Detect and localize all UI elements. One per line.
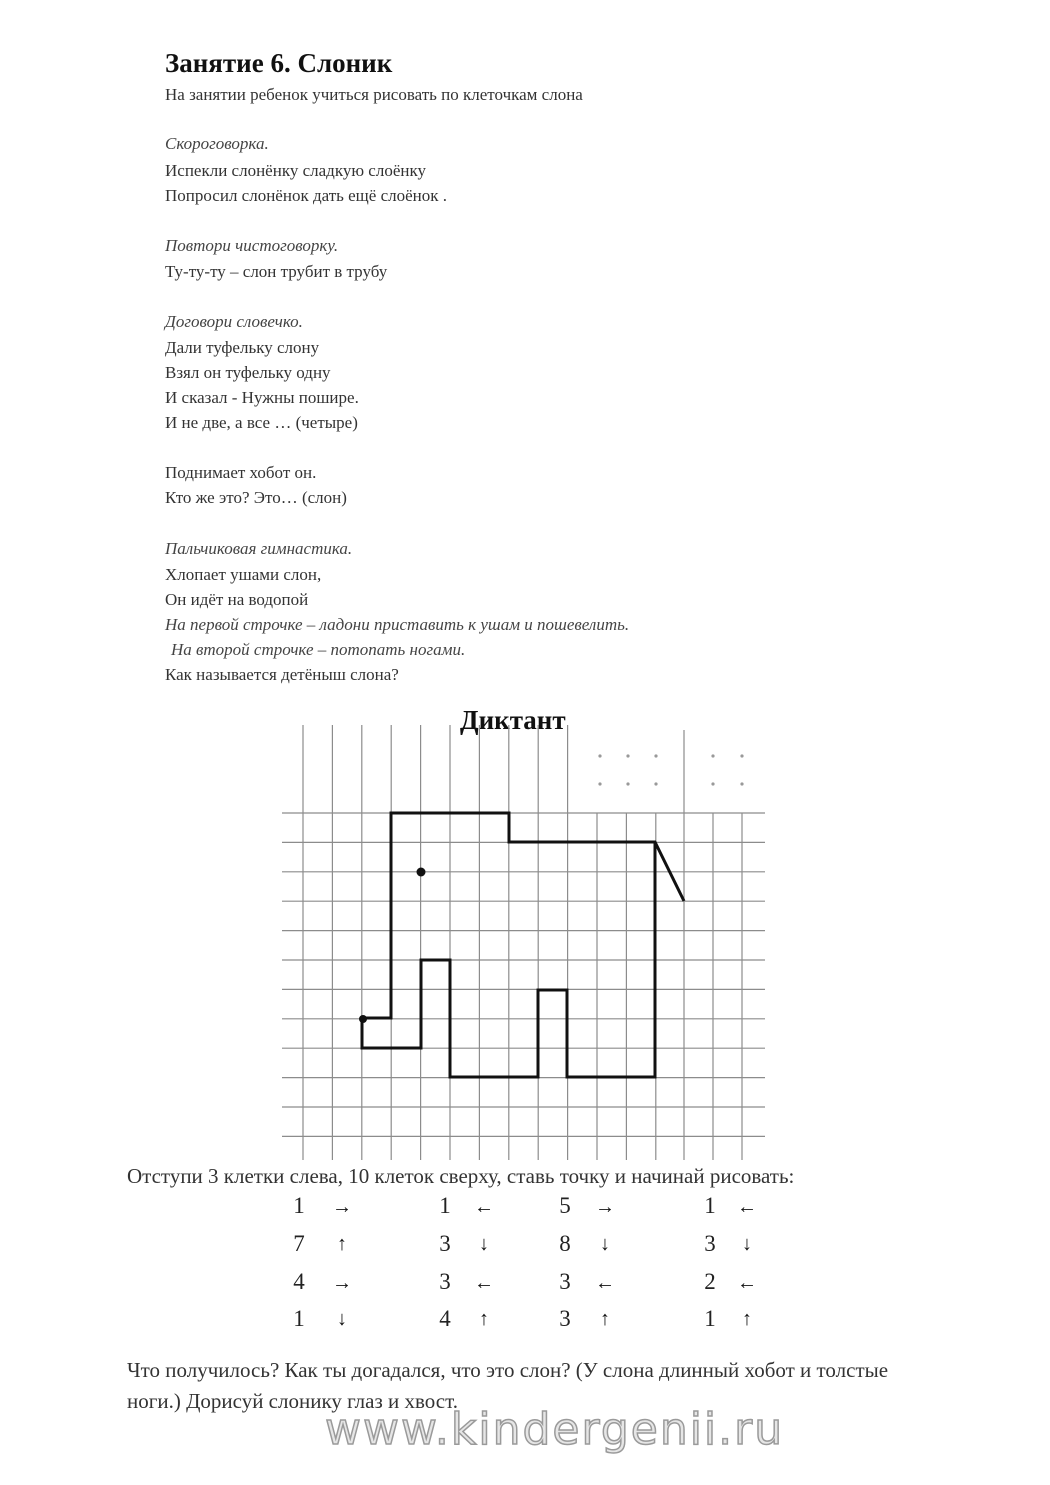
arrow-down-icon: ↓ (742, 1233, 752, 1255)
grid-dot (740, 782, 743, 785)
step-count: 4 (293, 1269, 305, 1294)
grid-dot (740, 754, 743, 757)
grid-dot (654, 754, 657, 757)
step-count: 3 (439, 1269, 451, 1294)
step-count: 3 (559, 1306, 571, 1331)
arrow-left-icon: ← (474, 1196, 494, 1218)
finger-gym-line: Хлопает ушами слон, (165, 565, 322, 584)
grid-dot (598, 782, 601, 785)
step-count: 1 (293, 1193, 305, 1218)
finger-gym-question: Как называется детёныш слона? (165, 665, 399, 684)
lesson-description: На занятии ребенок учиться рисовать по клеточкам слона (165, 85, 583, 104)
grid-dot (626, 754, 629, 757)
step-count: 2 (704, 1269, 716, 1294)
arrow-right-icon: → (332, 1196, 352, 1218)
tongue-twister-line: Попросил слонёнок дать ещё слоёнок . (165, 186, 448, 205)
finger-gym-line: Он идёт на водопой (165, 590, 309, 609)
finger-gym-heading: Пальчиковая гимнастика. (165, 539, 353, 558)
grid-dot (598, 754, 601, 757)
arrow-up-icon: ↑ (337, 1233, 347, 1255)
step-count: 4 (439, 1306, 451, 1331)
step-count: 3 (559, 1269, 571, 1294)
finger-gym-note: На первой строчке – ладони приставить к ушам и пошевелить. (165, 615, 630, 634)
step-count: 3 (704, 1231, 716, 1256)
step-count: 1 (439, 1193, 451, 1218)
arrow-down-icon: ↓ (337, 1308, 347, 1330)
tongue-twister-line: Испекли слонёнку сладкую слоёнку (165, 161, 426, 180)
finish-word-line: Дали туфельку слону (165, 338, 320, 357)
arrow-down-icon: ↓ (600, 1233, 610, 1255)
tongue-twister-heading: Скороговорка. (165, 134, 269, 153)
closing-question: Что получилось? Как ты догадался, что это слон? (У слона длинный хобот и толстые ноги.) Дорисуй слонику глаз и хвост. (127, 1358, 889, 1413)
grid-lines (282, 725, 765, 1160)
page-title: Занятие 6. Слоник (165, 48, 393, 78)
dictation-title: Диктант (460, 705, 566, 735)
arrow-up-icon: ↑ (479, 1308, 489, 1330)
start-point (359, 1015, 367, 1023)
arrow-left-icon: ← (474, 1272, 494, 1294)
step-count: 8 (559, 1231, 571, 1256)
step-count: 1 (704, 1193, 716, 1218)
arrow-down-icon: ↓ (479, 1233, 489, 1255)
arrow-right-icon: → (595, 1196, 615, 1218)
step-count: 1 (293, 1306, 305, 1331)
arrow-left-icon: ← (737, 1196, 757, 1218)
grid-dot (711, 754, 714, 757)
step-count: 3 (439, 1231, 451, 1256)
step-count: 5 (559, 1193, 571, 1218)
pure-phrase-line: Ту-ту-ту – слон трубит в трубу (165, 262, 388, 281)
finish-word-line: И сказал - Нужны пошире. (165, 388, 359, 407)
finish-word-line: Взял он туфельку одну (165, 363, 331, 382)
finish-word-heading: Договори словечко. (165, 312, 303, 331)
grid-dots (598, 754, 743, 785)
grid-dot (711, 782, 714, 785)
finish-word-line: И не две, а все … (четыре) (165, 413, 358, 432)
watermark: www.kindergenii.ru (325, 1404, 785, 1455)
arrow-up-icon: ↑ (600, 1308, 610, 1330)
arrow-up-icon: ↑ (742, 1308, 752, 1330)
riddle-line: Поднимает хобот он. (165, 463, 317, 482)
elephant-outline (362, 813, 684, 1018)
riddle-line: Кто же это? Это… (слон) (165, 488, 347, 507)
pure-phrase-heading: Повтори чистоговорку. (165, 236, 339, 255)
finger-gym-note: На второй строчке – потопать ногами. (171, 640, 466, 659)
dictation-instruction: Отступи 3 клетки слева, 10 клеток сверху, ставь точку и начинай рисовать: (127, 1164, 795, 1188)
grid-dot (654, 782, 657, 785)
arrow-left-icon: ← (737, 1272, 757, 1294)
step-count: 7 (293, 1231, 305, 1256)
arrow-left-icon: ← (595, 1272, 615, 1294)
grid-dot (626, 782, 629, 785)
step-count: 1 (704, 1306, 716, 1331)
eye-point (417, 868, 426, 877)
arrow-right-icon: → (332, 1272, 352, 1294)
